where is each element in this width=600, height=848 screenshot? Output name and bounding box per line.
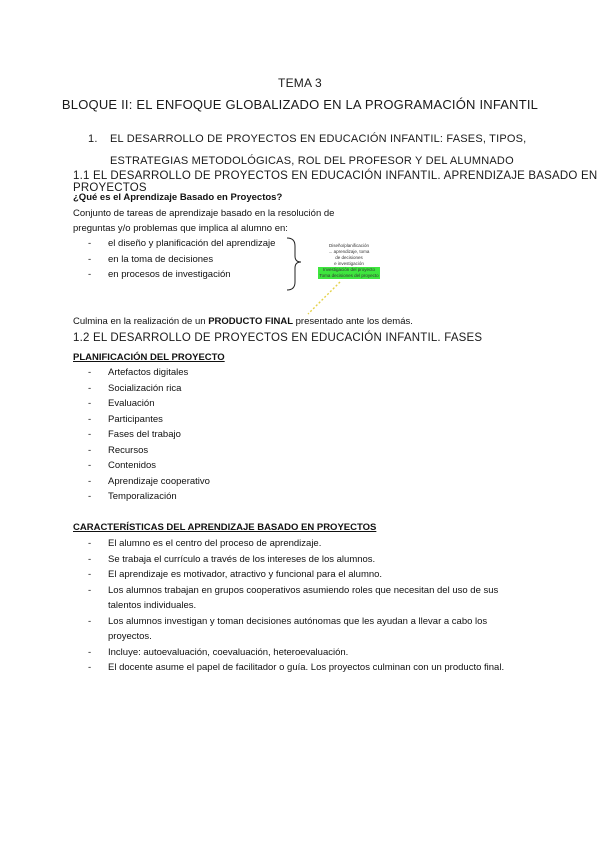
- list-item-text: Socialización rica: [108, 382, 182, 394]
- list-dash: -: [88, 398, 92, 409]
- final-product-bold: PRODUCTO FINAL: [208, 316, 293, 327]
- list-dash: -: [88, 569, 92, 580]
- list-item: [88, 567, 528, 583]
- question-heading: ¿Qué es el Aprendizaje Basado en Proyectos?: [73, 192, 283, 203]
- list-item-text: Aprendizaje cooperativo: [108, 475, 210, 487]
- list-item-text: Recursos: [108, 444, 149, 456]
- planning-list: [88, 365, 210, 505]
- list-dash: -: [88, 238, 92, 249]
- list-item-text: Se trabaja el currículo a través de los intereses de los alumnos.: [108, 553, 376, 565]
- list-item: [88, 381, 210, 397]
- list-item-text: el diseño y planificación del aprendizaje: [108, 238, 276, 249]
- list-item: [88, 267, 275, 283]
- note-line: ... aprendizaje, toma: [328, 249, 370, 254]
- section-heading-1-2: 1.2 EL DESARROLLO DE PROYECTOS EN EDUCACIÓN INFANTIL. FASES: [73, 332, 483, 344]
- list-dash: -: [88, 553, 92, 565]
- topic-title: TEMA 3: [278, 76, 322, 90]
- list-item-text: Fases del trabajo: [108, 429, 181, 440]
- intro-line-2: preguntas y/o problemas que implica al alumno en:: [73, 223, 288, 234]
- note-line: Diseño/planificación: [328, 243, 370, 248]
- note-highlight: Toma decisiones del proyecto: [319, 273, 379, 278]
- dotted-arrow-line: [308, 282, 340, 314]
- final-product-line: [73, 316, 413, 327]
- dotted-arrow: [300, 280, 360, 320]
- numbered-heading-text: EL DESARROLLO DE PROYECTOS EN EDUCACIÓN INFANTIL: FASES, TIPOS, ESTRATEGIAS METODOLÓGICAS, ROL DEL PROFESOR Y DEL ALUMNADO: [110, 133, 527, 167]
- list-dash: -: [88, 429, 92, 440]
- list-dash: -: [88, 662, 92, 673]
- list-item-text: Evaluación: [108, 398, 155, 409]
- list-item: [88, 443, 210, 459]
- intro-line-1: Conjunto de tareas de aprendizaje basado en la resolución de: [73, 208, 335, 219]
- list-item: [88, 412, 210, 428]
- list-item: [88, 365, 210, 381]
- list-dash: -: [88, 615, 92, 627]
- list-item: [88, 614, 528, 645]
- note-line: de decisiones: [335, 255, 363, 260]
- list-item: [88, 645, 528, 661]
- list-item: [88, 552, 528, 568]
- list-item: [88, 489, 210, 505]
- characteristics-title: CARACTERÍSTICAS DEL APRENDIZAJE BASADO EN PROYECTOS: [73, 522, 377, 533]
- planning-title: PLANIFICACIÓN DEL PROYECTO: [73, 352, 225, 363]
- final-product-pre: Culmina en la realización de un: [73, 316, 209, 327]
- list-item: [88, 458, 210, 474]
- note-highlight: Investigación del proyecto: [318, 267, 380, 273]
- list-dash: -: [88, 584, 92, 596]
- characteristics-list: [88, 536, 528, 676]
- list-item-text: Contenidos: [108, 460, 157, 471]
- curly-bracket: [287, 238, 301, 290]
- list-item: [88, 236, 276, 252]
- list-dash: -: [88, 646, 92, 658]
- list-item-text: El aprendizaje es motivador, atractivo y funcional para el alumno.: [108, 569, 383, 580]
- list-dash: -: [88, 269, 92, 280]
- list-dash: -: [88, 475, 92, 487]
- list-item: [88, 427, 210, 443]
- list-dash: -: [88, 460, 92, 471]
- list-item: [88, 396, 210, 412]
- list-item: [88, 474, 210, 490]
- list-item-text: Incluye: autoevaluación, coevaluación, heteroevaluación.: [108, 646, 349, 658]
- list-item: [88, 583, 528, 614]
- list-item-text: en procesos de investigación: [108, 269, 231, 280]
- list-dash: -: [88, 413, 92, 425]
- list-item-text: en la toma de decisiones: [108, 253, 214, 265]
- list-dash: -: [88, 253, 92, 265]
- list-dash: -: [88, 538, 92, 549]
- block-title: BLOQUE II: EL ENFOQUE GLOBALIZADO EN LA PROGRAMACIÓN INFANTIL: [61, 97, 539, 112]
- list-item: [88, 536, 528, 552]
- list-item-text: Los alumnos trabajan en grupos cooperativos asumiendo roles que necesitan del uso de sus talentos individuales.: [108, 584, 499, 611]
- list-item-text: Los alumnos investigan y toman decisiones autónomas que les ayudan a llevar a cabo los proyectos.: [108, 615, 488, 642]
- list-item-text: Temporalización: [108, 491, 177, 502]
- list-dash: -: [88, 367, 92, 378]
- list-item: [88, 660, 528, 676]
- list-item-text: El docente asume el papel de facilitador o guía. Los proyectos culminan con un producto final.: [108, 662, 505, 673]
- list-item-text: Participantes: [108, 413, 163, 425]
- handwritten-note: [318, 243, 380, 279]
- section-heading-1-1: 1.1 EL DESARROLLO DE PROYECTOS EN EDUCACIÓN INFANTIL. APRENDIZAJE BASADO EN PROYECTOS: [73, 170, 598, 194]
- list-item-text: El alumno es el centro del proceso de aprendizaje.: [108, 538, 322, 549]
- involvement-list: [88, 236, 276, 283]
- list-dash: -: [88, 382, 92, 394]
- numbered-heading-number: 1.: [88, 133, 98, 145]
- note-line: e investigación: [334, 261, 364, 266]
- list-item: [88, 252, 275, 268]
- final-product-post: presentado ante los demás.: [293, 316, 413, 327]
- list-dash: -: [88, 444, 92, 456]
- list-item-text: Artefactos digitales: [108, 367, 189, 378]
- list-dash: -: [88, 491, 92, 502]
